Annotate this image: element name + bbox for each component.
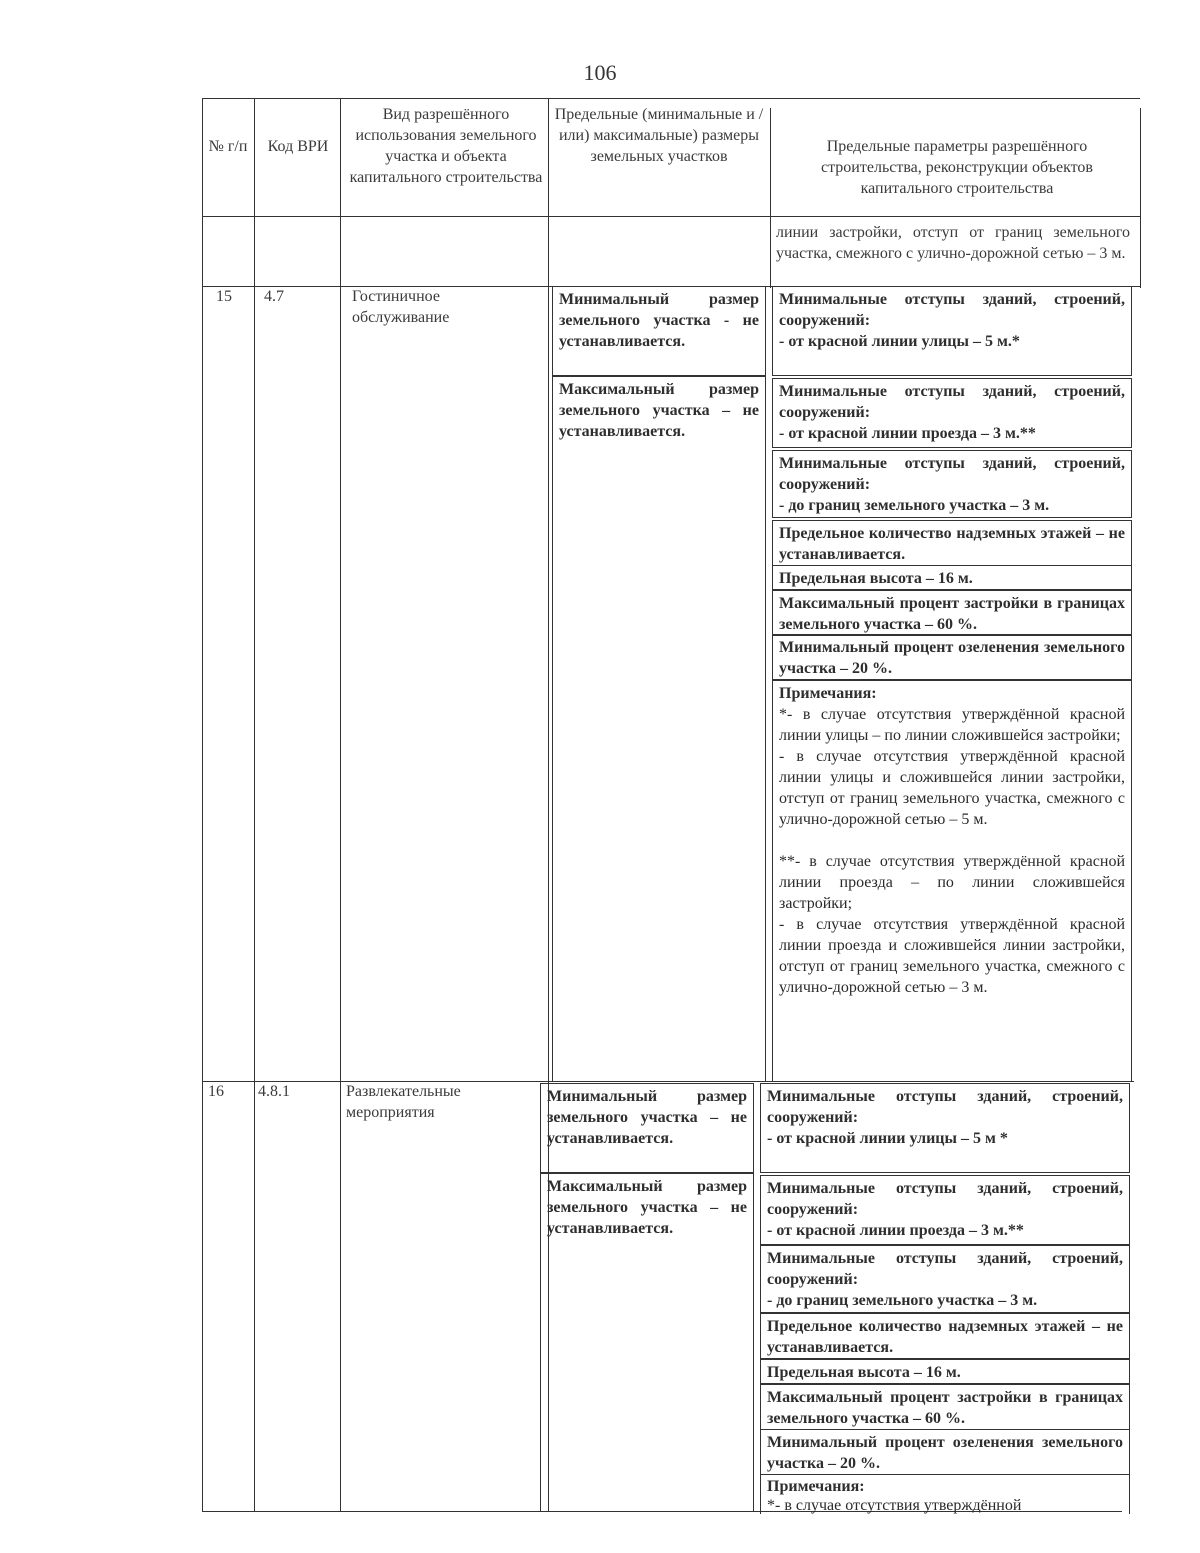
row16-param-5: Предельная высота – 16 м. — [760, 1359, 1130, 1384]
param-text: - до границ земельного участка – 3 м. — [779, 497, 1050, 514]
header-code: Код ВРИ — [267, 138, 329, 155]
row-number: 16 — [208, 1083, 224, 1100]
param-title: Минимальные отступы зданий, строений, сооружений: — [767, 1088, 1123, 1126]
row16-param-6: Максимальный процент застройки в границах земельного участка – 60 %. — [760, 1384, 1130, 1430]
row-usage-name: Развлекательные мероприятия — [346, 1083, 461, 1121]
row-code: 4.7 — [264, 288, 284, 305]
row15-min-size: Минимальный размер земельного участка - не устанавливается. — [552, 286, 766, 376]
header-usage-kind: Вид разрешённого использования земельного участка и объекта капитального строительства — [349, 106, 543, 186]
row15-param-6: Максимальный процент застройки в границах земельного участка – 60 %. — [772, 590, 1132, 636]
header-plot-sizes: Предельные (минимальные и /или) максимальные) размеры земельных участков — [554, 106, 764, 165]
row16-min-size: Минимальный размер земельного участка – не устанавливается. — [540, 1083, 754, 1173]
note-item: - в случае отсутствия утверждённой красной линии улицы и сложившейся линии застройки, отступ от границ земельного участка, смежного с улично-дорожной сетью – 5 м. — [779, 748, 1125, 828]
col-divider-1 — [254, 98, 255, 1511]
table-border-left — [202, 98, 203, 1511]
header-bottom-line — [202, 216, 1140, 217]
col-divider-2 — [340, 98, 341, 1511]
param-title: Минимальные отступы зданий, строений, сооружений: — [779, 291, 1125, 329]
row15-param-7: Минимальный процент озеленения земельного участка – 20 %. — [772, 634, 1132, 680]
param-text: - от красной линии улицы – 5 м * — [767, 1130, 1008, 1147]
row-code: 4.8.1 — [258, 1083, 290, 1100]
row15-param-4: Предельное количество надземных этажей – не устанавливается. — [772, 520, 1132, 566]
notes-title: Примечания: — [767, 1478, 865, 1495]
row-usage-name: Гостиничное обслуживание — [352, 288, 450, 326]
row16-param-4: Предельное количество надземных этажей – не устанавливается. — [760, 1313, 1130, 1359]
param-text: - от красной линии улицы – 5 м.* — [779, 333, 1020, 350]
param-title: Минимальные отступы зданий, строений, сооружений: — [767, 1250, 1123, 1288]
note-item: *- в случае отсутствия утверждённой красной линии улицы – по линии сложившейся застройки; — [779, 706, 1125, 744]
row15-max-size: Максимальный размер земельного участка – не устанавливается. — [552, 376, 766, 1081]
note-item: *- в случае отсутствия утверждённой — [767, 1497, 1022, 1514]
page-number: 106 — [583, 60, 617, 85]
row15-param-5: Предельная высота – 16 м. — [772, 565, 1132, 590]
param-text: - от красной линии проезда – 3 м.** — [767, 1222, 1024, 1239]
col-divider-4 — [770, 108, 771, 288]
row16-param-7: Минимальный процент озеленения земельного участка – 20 %. — [760, 1429, 1130, 1475]
row16-param-3 — [760, 1245, 1130, 1313]
row15-param-3 — [772, 450, 1132, 518]
param-title: Минимальные отступы зданий, строений, сооружений: — [779, 383, 1125, 421]
note-spacer — [779, 830, 1125, 851]
row16-notes — [760, 1474, 1130, 1514]
carry-over-text: линии застройки, отступ от границ земельного участка, смежного с улично-дорожной сетью – 3 м. — [776, 224, 1130, 262]
header-parameters: Предельные параметры разрешённого строительства, реконструкции объектов капитального строительства — [821, 138, 1093, 197]
table-border-top — [202, 98, 1140, 99]
table-border-right — [1140, 108, 1141, 288]
notes-title: Примечания: — [779, 685, 877, 702]
row15-param-2 — [772, 378, 1132, 448]
param-title: Минимальные отступы зданий, строений, сооружений: — [779, 455, 1125, 493]
param-title: Минимальные отступы зданий, строений, сооружений: — [767, 1180, 1123, 1218]
row15-param-1 — [772, 286, 1132, 376]
row16-param-2 — [760, 1175, 1130, 1245]
row-number: 15 — [216, 288, 232, 305]
row16-param-1 — [760, 1083, 1130, 1173]
header-number: № г/п — [208, 138, 248, 155]
param-text: - до границ земельного участка – 3 м. — [767, 1292, 1038, 1309]
row16-max-size: Максимальный размер земельного участка – не устанавливается. — [540, 1173, 754, 1511]
note-item: - в случае отсутствия утверждённой красной линии проезда и сложившейся линии застройки, отступ от границ земельного участка, смежного с улично-дорожной сетью – 3 м. — [779, 916, 1125, 996]
regulations-table — [202, 98, 1142, 1518]
note-item: **- в случае отсутствия утверждённой красной линии проезда – по линии сложившейся застройки; — [779, 853, 1125, 912]
row15-notes — [772, 680, 1132, 1082]
param-text: - от красной линии проезда – 3 м.** — [779, 425, 1036, 442]
